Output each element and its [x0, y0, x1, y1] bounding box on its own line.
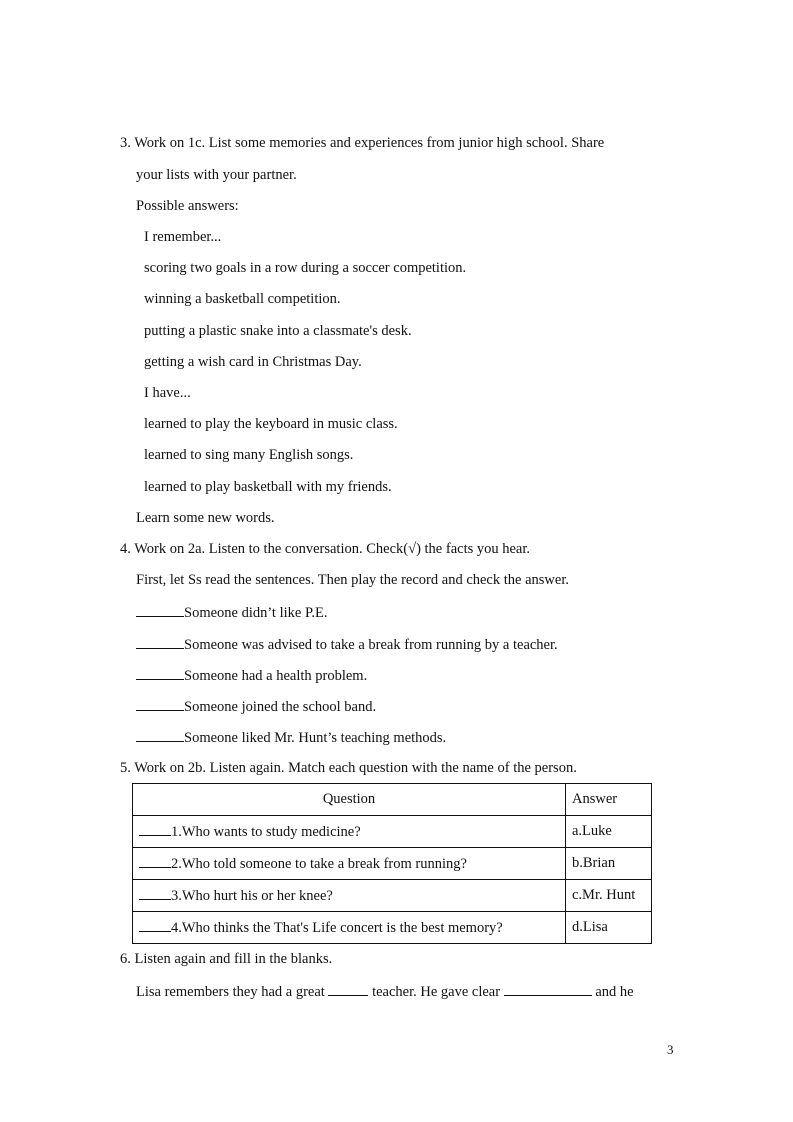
- column-header-question: Question: [133, 784, 566, 816]
- fact-text: Someone was advised to take a break from running by a teacher.: [184, 637, 558, 653]
- question-text: 4.Who thinks the That's Life concert is the best memory?: [171, 920, 503, 936]
- section-4-heading-pre: 4. Work on 2a. Listen to the conversation. Check(: [120, 541, 409, 557]
- match-blank[interactable]: [139, 822, 171, 836]
- question-text: 2.Who told someone to take a break from running?: [171, 856, 467, 872]
- match-blank[interactable]: [139, 886, 171, 900]
- section-4-instructions: First, let Ss read the sentences. Then play the record and check the answer.: [136, 572, 569, 588]
- section-5-heading: 5. Work on 2b. Listen again. Match each question with the name of the person.: [120, 760, 577, 776]
- answer-cell: b.Brian: [566, 848, 652, 880]
- memory-item: learned to play the keyboard in music class.: [144, 416, 398, 432]
- section-6-heading: 6. Listen again and fill in the blanks.: [120, 951, 333, 967]
- question-text: 3.Who hurt his or her knee?: [171, 888, 333, 904]
- memory-item: I have...: [144, 385, 191, 401]
- section-4-heading-post: ) the facts you hear.: [416, 541, 531, 557]
- fact-text: Someone didn’t like P.E.: [184, 605, 328, 621]
- fill-text-3: and he: [595, 984, 634, 1000]
- fact-item: [136, 727, 446, 747]
- question-text: 1.Who wants to study medicine?: [171, 824, 361, 840]
- answer-cell: a.Luke: [566, 816, 652, 848]
- possible-answers-label: Possible answers:: [136, 198, 239, 214]
- memory-item: winning a basketball competition.: [144, 291, 341, 307]
- table-row: [133, 848, 652, 880]
- memory-item: getting a wish card in Christmas Day.: [144, 354, 362, 370]
- table-row: [133, 816, 652, 848]
- fact-text: Someone liked Mr. Hunt’s teaching methods.: [184, 730, 447, 746]
- question-cell: [133, 816, 566, 848]
- fact-item: [136, 665, 367, 685]
- match-blank[interactable]: [139, 854, 171, 868]
- answer-blank[interactable]: [136, 696, 184, 711]
- answer-blank[interactable]: [136, 665, 184, 680]
- fill-blank-2[interactable]: [504, 981, 592, 996]
- answer-blank[interactable]: [136, 727, 184, 742]
- memory-item: I remember...: [144, 229, 222, 245]
- page-number: 3: [667, 1042, 674, 1057]
- answer-cell: d.Lisa: [566, 912, 652, 944]
- table-row: [133, 880, 652, 912]
- match-blank[interactable]: [139, 918, 171, 932]
- section-3-heading-cont: your lists with your partner.: [136, 167, 297, 183]
- fill-blank-1[interactable]: [328, 981, 368, 996]
- table-row: [133, 912, 652, 944]
- fact-item: [136, 696, 376, 716]
- fact-text: Someone joined the school band.: [184, 699, 377, 715]
- question-cell: [133, 880, 566, 912]
- check-mark-icon: √: [408, 541, 417, 557]
- table-header-row: [133, 784, 652, 816]
- column-header-answer: Answer: [566, 784, 652, 816]
- section-3-heading: 3. Work on 1c. List some memories and experiences from junior high school. Share: [120, 135, 605, 151]
- fill-text-1: Lisa remembers they had a great: [136, 984, 325, 1000]
- question-cell: [133, 912, 566, 944]
- fact-item: [136, 634, 558, 654]
- answer-blank[interactable]: [136, 634, 184, 649]
- answer-blank[interactable]: [136, 602, 184, 617]
- section-4-heading: [120, 540, 530, 558]
- fill-in-sentence: [136, 981, 634, 1001]
- fact-item: [136, 602, 328, 622]
- matching-table: [132, 783, 652, 944]
- fill-text-2: teacher. He gave clear: [372, 984, 501, 1000]
- memory-item: putting a plastic snake into a classmate's desk.: [144, 323, 412, 339]
- answer-cell: c.Mr. Hunt: [566, 880, 652, 912]
- fact-text: Someone had a health problem.: [184, 668, 368, 684]
- memory-item: learned to play basketball with my friends.: [144, 479, 392, 495]
- memory-item: scoring two goals in a row during a soccer competition.: [144, 260, 467, 276]
- memory-item: learned to sing many English songs.: [144, 447, 354, 463]
- learn-words-line: Learn some new words.: [136, 510, 275, 526]
- question-cell: [133, 848, 566, 880]
